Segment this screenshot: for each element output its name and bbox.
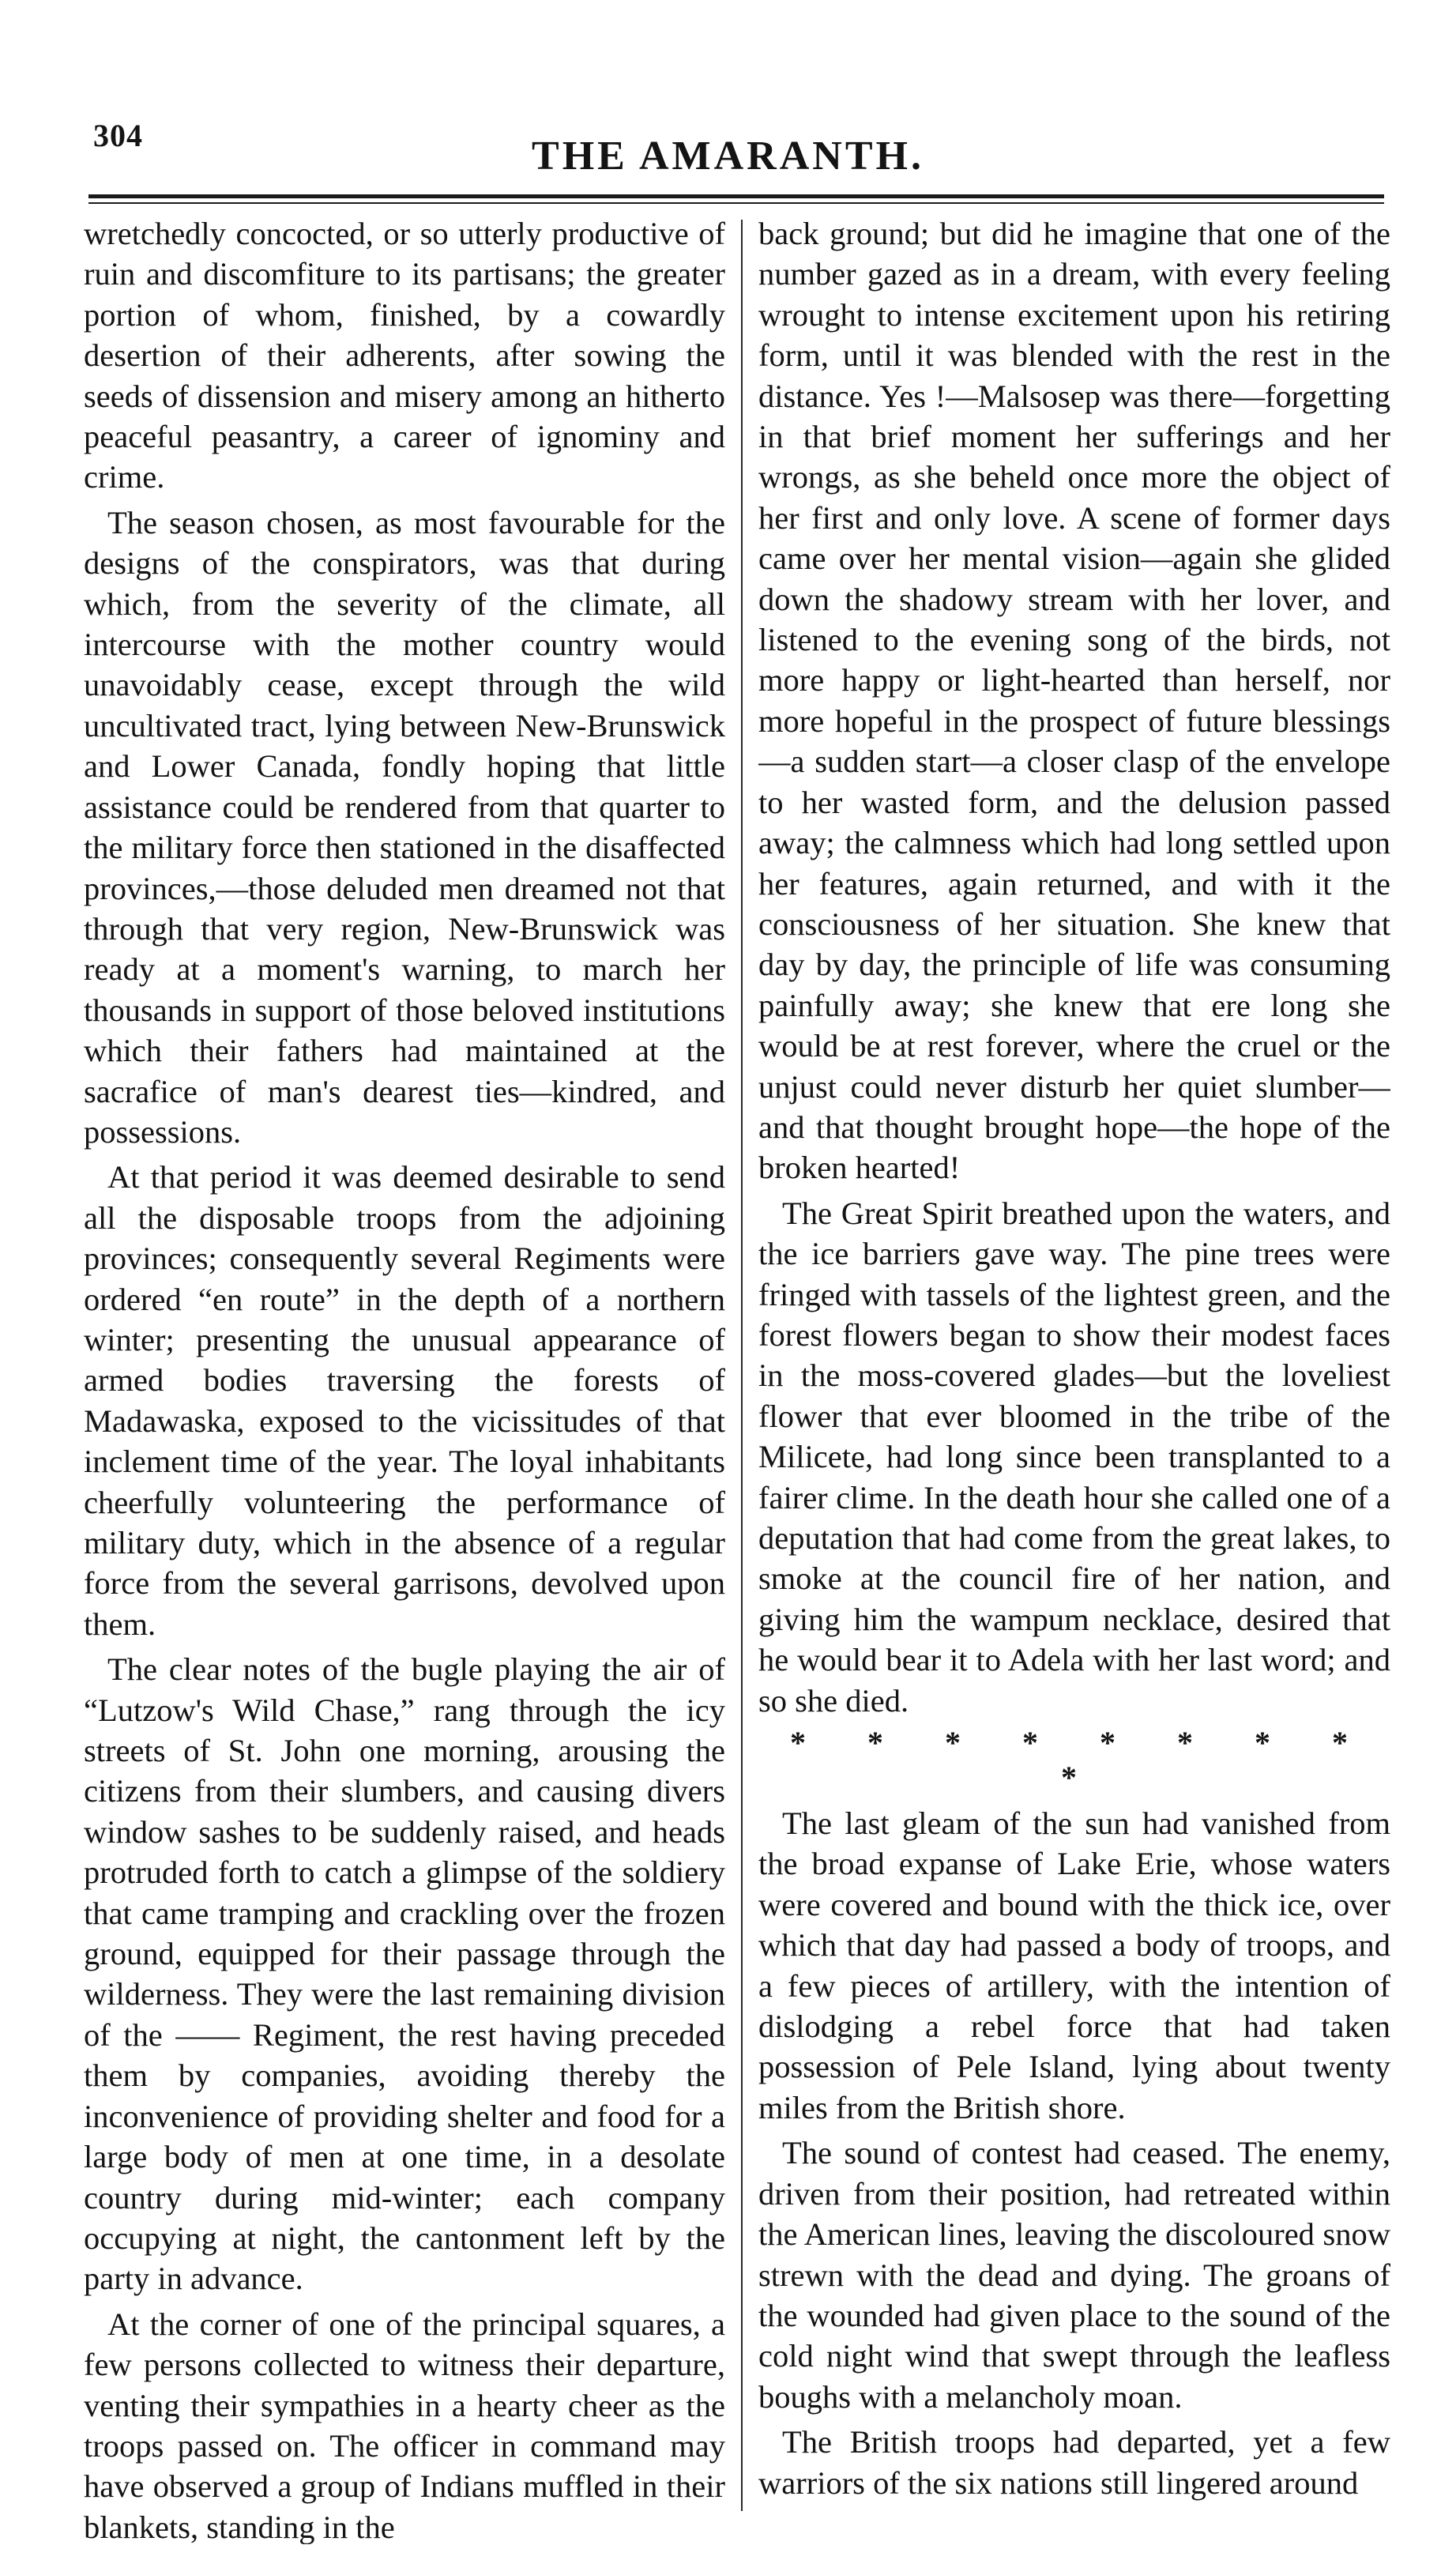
column-divider xyxy=(741,220,743,2511)
paragraph: The British troops had departed, yet a few warriors of the six nations still lingered around xyxy=(758,2424,1390,2501)
section-separator: * * * * * * * * * xyxy=(790,1725,1359,1796)
paragraph: The clear notes of the bugle playing the air of “Lutzow's Wild Chase,” rang through the icy streets of St. John one morning, arousing the citizens from their slumbers, and causing divers window sashes to be suddenly raised, and heads protruded forth to catch a glimpse of the soldiery that came tramping and crackling over the frozen ground, equipped for their passage through the wilderness. They were the last remaining division of the —— Regiment, the rest having preceded them by companies, avoiding thereby the inconvenience of providing shelter and food for a large body of men at one time, in a desolate country during mid-winter; each company occupying at night, the cantonment left by the party in advance. xyxy=(84,1651,725,2297)
right-column xyxy=(758,213,1390,2544)
paragraph: The season chosen, as most favourable for the designs of the conspirators, was that during which, from the severity of the climate, all intercourse with the mother country would unavoidably cease, except through the wild uncultivated tract, lying between New-Brunswick and Lower Canada, fondly hoping that little assistance could be rendered from that quarter to the military force then stationed in the disaffected provinces,—those deluded men dreamed not that through that very region, New-Brunswick was ready at a moment's warning, to march her thousands in support of those beloved institutions which their fathers had maintained at the sacrafice of man's dearest ties—kindred, and possessions. xyxy=(84,504,725,1150)
paragraph: The last gleam of the sun had vanished from the broad expanse of Lake Erie, whose waters were covered and bound with the thick ice, over which that day had passed a body of troops, and a few pieces of artillery, with the intention of dislodging a rebel force that had taken possession of Pele Island, lying about twenty miles from the British shore. xyxy=(758,1805,1390,2125)
header-rule-thin xyxy=(88,202,1384,204)
paragraph: The Great Spirit breathed upon the waters, and the ice barriers gave way. The pine trees were fringed with tassels of the lightest green, and the forest flowers began to show their modest faces in the moss-covered glades—but the loveliest flower that ever bloomed in the tribe of the Milicete, had long since been transplanted to a fairer clime. In the death hour she called one of a deputation that had come from the great lakes, to smoke at the council fire of her nation, and giving him the wampum necklace, desired that he would bear it to Adela with her last word; and so she died. xyxy=(758,1195,1390,1719)
paragraph: The sound of contest had ceased. The enemy, driven from their position, had retreated within the American lines, leaving the discoloured snow strewn with the dead and dying. The groans of the wounded had given place to the sound of the cold night wind that swept through the leafless boughs with a melancholy moan. xyxy=(758,2135,1390,2415)
paragraph: At that period it was deemed desirable to send all the disposable troops from the adjoining provinces; consequently several Regiments were ordered “en route” in the depth of a northern winter; presenting the unusual appearance of armed bodies traversing the forests of Madawaska, exposed to the vicissitudes of that inclement time of the year. The loyal inhabitants cheerfully volunteering the performance of military duty, which in the absence of a regular force from the several garrisons, devolved upon them. xyxy=(84,1159,725,1642)
header-rule-thick xyxy=(88,194,1384,198)
running-title: THE AMARANTH. xyxy=(532,134,924,179)
page-number: 304 xyxy=(93,118,143,153)
paragraph: At the corner of one of the principal squares, a few persons collected to witness their departure, venting their sympathies in a hearty cheer as the troops passed on. The officer in command may have observed a group of Indians muffled in their blankets, standing in the xyxy=(84,2306,725,2544)
paragraph: wretchedly concocted, or so utterly productive of ruin and discomfiture to its partisans; the greater portion of whom, finished, by a cowardly desertion of their adherents, after sowing the seeds of dissension and misery among an hitherto peaceful peasantry, a career of ignominy and crime. xyxy=(84,216,725,495)
paragraph: back ground; but did he imagine that one of the number gazed as in a dream, with every feeling wrought to intense excitement upon his retiring form, until it was blended with the rest in the distance. Yes !—Malsosep was there—forgetting in that brief moment her sufferings and her wrongs, as she beheld once more the object of her first and only love. A scene of former days came over her mental vision—again she glided down the shadowy stream with her lover, and listened to the evening song of the birds, not more happy or light-hearted than herself, nor more hopeful in the prospect of future blessings—a sudden start—a closer clasp of the envelope to her wasted form, and the delusion passed away; the calmness which had long settled upon her features, again returned, and with it the consciousness of her situation. She knew that day by day, the principle of life was consuming painfully away; she knew that ere long she would be at rest forever, where the cruel or the unjust could never disturb her quiet slumber—and that thought brought hope—the hope of the broken hearted! xyxy=(758,216,1390,1186)
left-column xyxy=(84,213,725,2544)
